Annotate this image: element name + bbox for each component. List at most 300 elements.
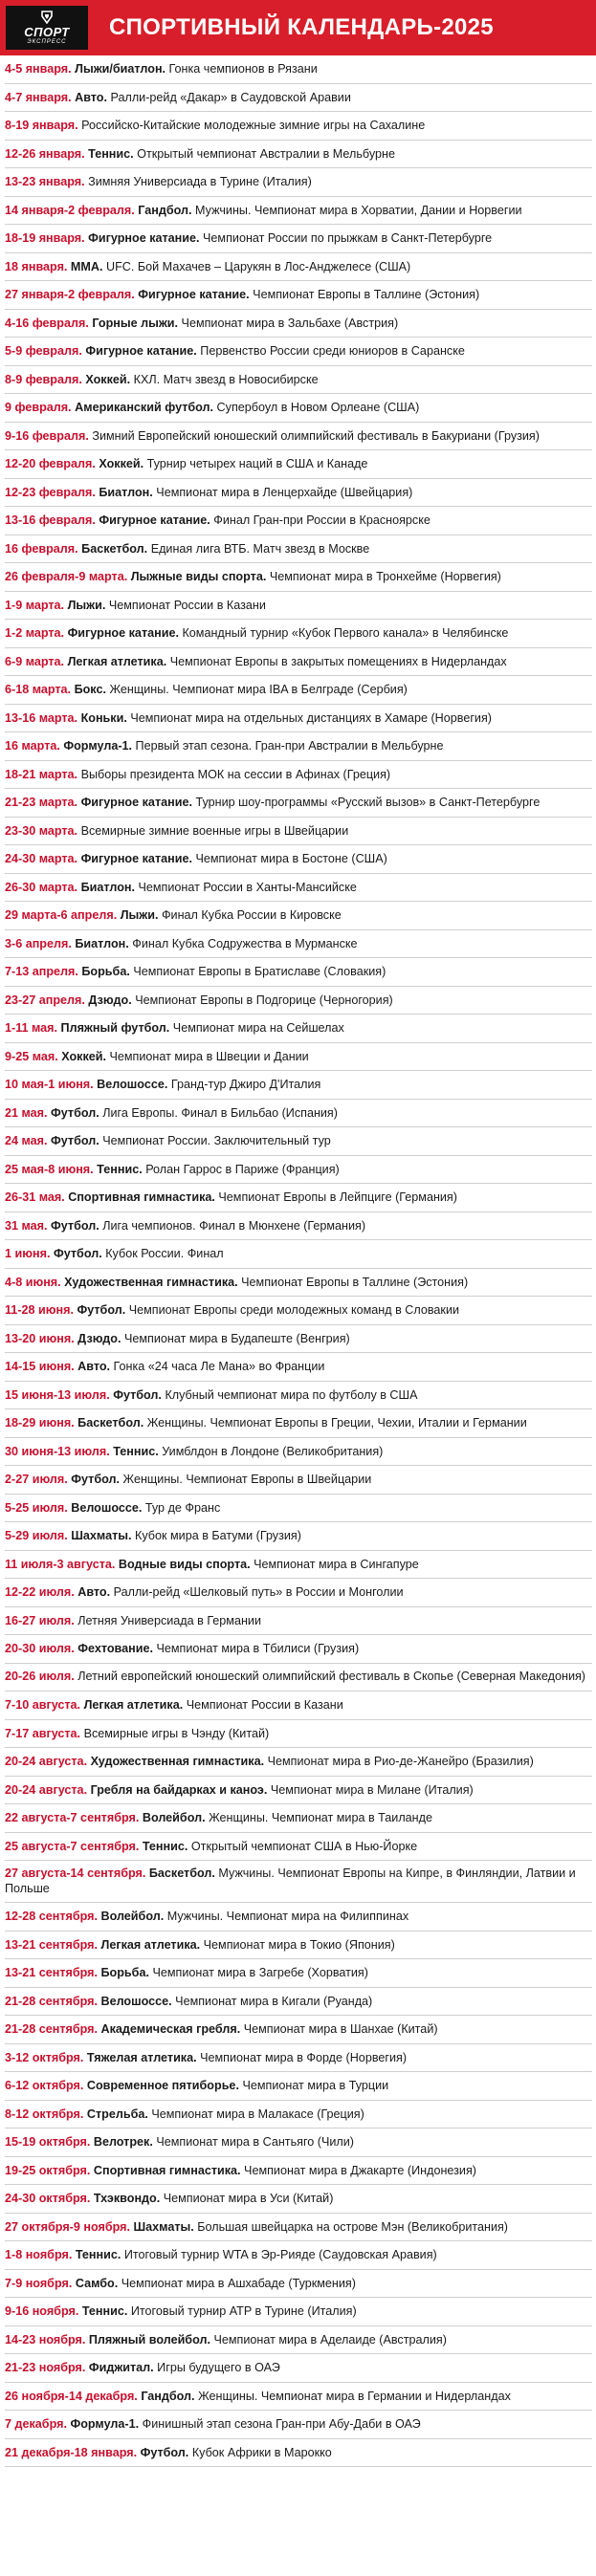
event-description: Гонка «24 часа Ле Мана» во Франции bbox=[113, 1360, 325, 1373]
event-row bbox=[5, 281, 592, 310]
event-date: 4-16 февраля. bbox=[5, 316, 89, 330]
event-sport: Футбол. bbox=[51, 1218, 99, 1233]
event-row bbox=[5, 1382, 592, 1410]
event-sport: Футбол. bbox=[51, 1134, 99, 1147]
event-sport: Гандбол. bbox=[138, 203, 192, 217]
event-row bbox=[5, 112, 592, 141]
event-description: Чемпионат мира в Турции bbox=[242, 2079, 389, 2092]
event-date: 24-30 марта. bbox=[5, 852, 78, 865]
event-row bbox=[5, 2101, 592, 2129]
event-row bbox=[5, 394, 592, 423]
event-date: 12-28 сентября. bbox=[5, 1910, 98, 1923]
event-date: 11-28 июня. bbox=[5, 1303, 74, 1317]
event-description: Лига чемпионов. Финал в Мюнхене (Германия) bbox=[102, 1218, 366, 1233]
event-sport: Гандбол. bbox=[141, 2389, 195, 2403]
event-description: Зимняя Универсиада в Турине (Италия) bbox=[88, 175, 312, 188]
event-description: Чемпионат мира в Загребе (Хорватия) bbox=[152, 1966, 368, 1979]
event-description: Турнир шоу-программы «Русский вызов» в Санкт-Петербурге bbox=[195, 796, 541, 809]
event-row bbox=[5, 2044, 592, 2073]
event-row bbox=[5, 2439, 592, 2468]
event-row bbox=[5, 1932, 592, 1960]
event-description: Зимний Европейский юношеский олимпийский фестиваль в Бакуриани (Грузия) bbox=[92, 428, 540, 443]
event-date: 26-30 марта. bbox=[5, 880, 78, 894]
event-row bbox=[5, 366, 592, 395]
event-row bbox=[5, 1804, 592, 1833]
event-description: Женщины. Чемпионат мира в Таиланде bbox=[209, 1811, 432, 1824]
event-sport: Велошоссе. bbox=[100, 1994, 172, 2008]
event-date: 27 августа-14 сентября. bbox=[5, 1867, 146, 1880]
event-description: Чемпионат Европы в Подгорице (Черногория) bbox=[135, 993, 393, 1007]
event-sport: Стрельба. bbox=[86, 2107, 148, 2121]
event-sport: Фигурное катание. bbox=[67, 626, 179, 640]
event-sport: Авто. bbox=[77, 1585, 111, 1599]
event-date: 21 мая. bbox=[5, 1105, 48, 1120]
event-description: Ралли-рейд «Шелковый путь» в России и Монголии bbox=[113, 1585, 404, 1599]
event-row bbox=[5, 1325, 592, 1354]
event-date: 9 февраля. bbox=[5, 401, 72, 414]
event-sport: Борьба. bbox=[81, 965, 130, 978]
event-description: Мужчины. Чемпионат мира на Филиппинах bbox=[166, 1910, 409, 1923]
event-row bbox=[5, 1903, 592, 1932]
event-sport: Баскетбол. bbox=[81, 541, 148, 556]
event-description: Чемпионат мира в Зальбахе (Австрия) bbox=[181, 316, 399, 330]
event-sport: Пляжный футбол. bbox=[60, 1021, 170, 1035]
event-sport: Шахматы. bbox=[71, 1529, 132, 1542]
event-date: 18-29 июня. bbox=[5, 1416, 75, 1430]
event-description: Чемпионат России в Ханты-Мансийске bbox=[138, 880, 357, 894]
event-description: Чемпионат мира в Токио (Япония) bbox=[203, 1937, 395, 1952]
event-sport: Футбол. bbox=[71, 1473, 120, 1486]
event-row bbox=[5, 874, 592, 903]
event-date: 27 октября-9 ноября. bbox=[5, 2219, 131, 2234]
event-description: Чемпионат мира в Бостоне (США) bbox=[195, 852, 387, 865]
event-sport: Теннис. bbox=[88, 146, 134, 161]
event-row bbox=[5, 563, 592, 592]
event-description: Кубок мира в Батуми (Грузия) bbox=[135, 1529, 301, 1542]
event-description: Чемпионат России в Казани bbox=[186, 1698, 343, 1712]
event-row bbox=[5, 310, 592, 338]
event-sport: Легкая атлетика. bbox=[83, 1698, 184, 1712]
event-sport: Биатлон. bbox=[75, 936, 129, 950]
event-description: Женщины. Чемпионат Европы в Швейцарии bbox=[122, 1473, 372, 1486]
event-sport: Футбол. bbox=[53, 1247, 102, 1260]
event-date: 18 января. bbox=[5, 259, 68, 273]
event-row bbox=[5, 2072, 592, 2101]
event-description: Турнир четырех наций в США и Канаде bbox=[146, 457, 368, 470]
event-sport: Теннис. bbox=[75, 2248, 121, 2261]
event-row bbox=[5, 2326, 592, 2355]
event-row bbox=[5, 2214, 592, 2242]
event-sport: Гребля на байдарках и каноэ. bbox=[90, 1782, 268, 1797]
event-date: 18-21 марта. bbox=[5, 767, 78, 781]
event-description: Ролан Гаррос в Париже (Франция) bbox=[145, 1162, 340, 1176]
event-date: 26 ноября-14 декабря. bbox=[5, 2389, 138, 2403]
event-date: 9-16 ноября. bbox=[5, 2304, 79, 2318]
event-description: Итоговый турнир ATP в Турине (Италия) bbox=[130, 2304, 357, 2318]
event-date: 7-17 августа. bbox=[5, 1726, 81, 1740]
event-date: 22 августа-7 сентября. bbox=[5, 1811, 140, 1824]
event-date: 9-16 февраля. bbox=[5, 428, 89, 443]
event-row bbox=[5, 1297, 592, 1325]
event-sport: Авто. bbox=[75, 90, 107, 104]
event-sport: Художественная гимнастика. bbox=[64, 1275, 238, 1289]
event-sport: Хоккей. bbox=[85, 372, 131, 386]
event-sport: Легкая атлетика. bbox=[67, 654, 167, 668]
event-sport: Горные лыжи. bbox=[92, 316, 179, 330]
event-sport: Фигурное катание. bbox=[88, 231, 200, 245]
event-date: 9-25 мая. bbox=[5, 1049, 58, 1063]
event-description: Чемпионат мира в Милане (Италия) bbox=[270, 1782, 474, 1797]
event-date: 13-23 января. bbox=[5, 175, 85, 188]
event-sport: Волейбол. bbox=[142, 1811, 206, 1824]
event-row bbox=[5, 818, 592, 846]
event-row bbox=[5, 1495, 592, 1523]
event-date: 4-8 июня. bbox=[5, 1275, 61, 1289]
event-description: Игры будущего в ОАЭ bbox=[157, 2361, 280, 2374]
event-sport: Коньки. bbox=[80, 710, 127, 725]
event-row bbox=[5, 1959, 592, 1988]
event-sport: Фигурное катание. bbox=[138, 288, 250, 301]
event-date: 14-23 ноября. bbox=[5, 2332, 86, 2347]
event-sport: Футбол. bbox=[140, 2445, 189, 2459]
event-sport: Бокс. bbox=[74, 683, 106, 696]
event-description: Чемпионат Европы в Таллине (Эстония) bbox=[253, 288, 480, 301]
event-sport: Современное пятиборье. bbox=[86, 2079, 239, 2092]
event-date: 15 июня-13 июля. bbox=[5, 1387, 110, 1402]
event-date: 4-7 января. bbox=[5, 90, 72, 104]
event-row bbox=[5, 1692, 592, 1720]
event-row bbox=[5, 1748, 592, 1777]
event-row bbox=[5, 2016, 592, 2044]
event-description: Российско-Китайские молодежные зимние игры на Сахалине bbox=[81, 119, 426, 132]
event-sport: Фигурное катание. bbox=[85, 344, 197, 358]
event-description: Женщины. Чемпионат Европы в Греции, Чехии, Италии и Германии bbox=[146, 1416, 527, 1430]
event-sport: Академическая гребля. bbox=[100, 2022, 241, 2036]
event-description: Чемпионат мира в Ашхабаде (Туркмения) bbox=[121, 2276, 356, 2290]
event-date: 14-15 июня. bbox=[5, 1360, 75, 1373]
event-description: Всемирные игры в Чэнду (Китай) bbox=[83, 1726, 270, 1740]
event-sport: Лыжи/биатлон. bbox=[75, 62, 166, 76]
event-description: Чемпионат мира в Аделаиде (Австралия) bbox=[213, 2332, 447, 2347]
event-description: Чемпионат мира в Уси (Китай) bbox=[163, 2192, 334, 2205]
event-description: Единая лига ВТБ. Матч звезд в Москве bbox=[150, 541, 370, 556]
event-row bbox=[5, 1579, 592, 1607]
event-description: Мужчины. Чемпионат мира в Хорватии, Дании и Норвегии bbox=[195, 203, 522, 217]
event-sport: Фигурное катание. bbox=[80, 796, 192, 809]
event-sport: Спортивная гимнастика. bbox=[68, 1190, 215, 1204]
event-description: Чемпионат мира в Шанхае (Китай) bbox=[243, 2022, 438, 2036]
event-row bbox=[5, 1551, 592, 1580]
event-date: 15-19 октября. bbox=[5, 2135, 91, 2149]
event-description: Чемпионат Европы в Лейпциге (Германия) bbox=[218, 1190, 457, 1204]
event-description: Чемпионат мира на Сейшелах bbox=[172, 1021, 344, 1035]
event-sport: Формула-1. bbox=[70, 2417, 140, 2431]
event-sport: Лыжные виды спорта. bbox=[130, 570, 267, 583]
event-date: 26 февраля-9 марта. bbox=[5, 570, 128, 583]
event-description: Чемпионат мира в Тронхейме (Норвегия) bbox=[269, 570, 501, 583]
event-description: Чемпионат мира в Будапеште (Венгрия) bbox=[124, 1331, 350, 1345]
event-row bbox=[5, 958, 592, 987]
event-description: Чемпионат мира в Тбилиси (Грузия) bbox=[156, 1642, 360, 1655]
event-date: 5-29 июля. bbox=[5, 1529, 68, 1542]
event-date: 13-16 марта. bbox=[5, 710, 78, 725]
event-date: 3-6 апреля. bbox=[5, 936, 72, 950]
event-row bbox=[5, 592, 592, 621]
event-sport: Баскетбол. bbox=[148, 1867, 215, 1880]
event-row bbox=[5, 479, 592, 508]
event-sport: Фиджитал. bbox=[88, 2361, 154, 2374]
event-description: Лига Европы. Финал в Бильбао (Испания) bbox=[102, 1105, 338, 1120]
event-row bbox=[5, 338, 592, 366]
event-date: 6-12 октября. bbox=[5, 2079, 84, 2092]
event-date: 10 мая-1 июня. bbox=[5, 1078, 94, 1091]
event-description: Чемпионат России. Заключительный тур bbox=[102, 1134, 331, 1147]
event-description: Чемпионат Европы в закрытых помещениях в Нидерландах bbox=[169, 654, 507, 668]
event-row bbox=[5, 1988, 592, 2017]
event-description: Чемпионат мира в Сантьяго (Чили) bbox=[156, 2135, 354, 2149]
event-date: 18-19 января. bbox=[5, 231, 85, 245]
event-row bbox=[5, 1071, 592, 1100]
event-row bbox=[5, 535, 592, 564]
event-date: 1 июня. bbox=[5, 1247, 51, 1260]
event-date: 21-28 сентября. bbox=[5, 2022, 98, 2036]
event-description: Клубный чемпионат мира по футболу в США bbox=[165, 1387, 418, 1402]
event-date: 13-21 сентября. bbox=[5, 1937, 98, 1952]
event-date: 20-24 августа. bbox=[5, 1755, 88, 1768]
event-date: 21 декабря-18 января. bbox=[5, 2445, 138, 2459]
event-date: 20-26 июля. bbox=[5, 1669, 75, 1683]
event-sport: Пляжный волейбол. bbox=[88, 2332, 210, 2347]
event-description: Чемпионат Европы среди молодежных команд в Словакии bbox=[128, 1303, 460, 1317]
event-row bbox=[5, 55, 592, 84]
event-date: 12-23 февраля. bbox=[5, 485, 96, 499]
sport-express-logo-icon bbox=[40, 11, 54, 24]
event-sport: Дзюдо. bbox=[77, 1331, 121, 1345]
event-description: Ралли-рейд «Дакар» в Саудовской Аравии bbox=[110, 90, 351, 104]
event-row bbox=[5, 1664, 592, 1692]
event-description: КХЛ. Матч звезд в Новосибирске bbox=[133, 372, 319, 386]
event-row bbox=[5, 2298, 592, 2326]
event-description: Кубок Африки в Марокко bbox=[191, 2445, 332, 2459]
event-description: Гонка чемпионов в Рязани bbox=[168, 62, 318, 76]
event-date: 21-23 марта. bbox=[5, 796, 78, 809]
event-date: 16-27 июля. bbox=[5, 1613, 75, 1627]
event-description: Летний европейский юношеский олимпийский фестиваль в Скопье (Северная Македония) bbox=[77, 1669, 585, 1683]
event-description: Кубок России. Финал bbox=[105, 1247, 224, 1260]
event-row bbox=[5, 1438, 592, 1467]
event-row bbox=[5, 2241, 592, 2270]
event-sport: Лыжи. bbox=[120, 908, 159, 922]
event-description: Большая швейцарка на острове Мэн (Великобритания) bbox=[197, 2219, 508, 2234]
event-row bbox=[5, 2411, 592, 2439]
event-row bbox=[5, 902, 592, 930]
event-date: 20-24 августа. bbox=[5, 1782, 88, 1797]
event-row bbox=[5, 1466, 592, 1495]
event-date: 21-28 сентября. bbox=[5, 1994, 98, 2008]
event-description: Чемпионат мира в Малакасе (Греция) bbox=[151, 2107, 364, 2121]
event-description: Тур де Франс bbox=[144, 1500, 221, 1515]
event-sport: Футбол. bbox=[51, 1105, 99, 1120]
event-row bbox=[5, 141, 592, 169]
event-sport: Водные виды спорта. bbox=[118, 1557, 251, 1571]
event-date: 29 марта-6 апреля. bbox=[5, 908, 118, 922]
event-date: 12-20 февраля. bbox=[5, 457, 96, 470]
event-sport: Велошоссе. bbox=[97, 1078, 168, 1091]
event-date: 13-16 февраля. bbox=[5, 513, 96, 527]
event-sport: Биатлон. bbox=[80, 880, 135, 894]
event-description: Чемпионат мира в Сингапуре bbox=[254, 1557, 419, 1571]
event-date: 23-27 апреля. bbox=[5, 993, 85, 1007]
event-row bbox=[5, 84, 592, 113]
event-sport: Дзюдо. bbox=[88, 993, 132, 1007]
event-row bbox=[5, 620, 592, 648]
event-row bbox=[5, 1353, 592, 1382]
event-row bbox=[5, 789, 592, 818]
event-date: 11 июля-3 августа. bbox=[5, 1557, 116, 1571]
event-row bbox=[5, 1156, 592, 1185]
event-description: Выборы президента МОК на сессии в Афинах (Греция) bbox=[80, 767, 391, 781]
event-row bbox=[5, 1522, 592, 1551]
event-date: 31 мая. bbox=[5, 1218, 48, 1233]
event-description: Финал Гран-при России в Красноярске bbox=[213, 513, 430, 527]
event-description: Чемпионат мира в Рио-де-Жанейро (Бразилия) bbox=[267, 1755, 534, 1768]
event-sport: Хоккей. bbox=[61, 1049, 106, 1063]
event-description: Летняя Универсиада в Германии bbox=[77, 1613, 261, 1627]
event-list bbox=[0, 55, 596, 2467]
event-sport: Баскетбол. bbox=[77, 1416, 144, 1430]
event-row bbox=[5, 1635, 592, 1664]
logo-text-line2: ЭКСПРЕСС bbox=[27, 38, 67, 45]
event-row bbox=[5, 450, 592, 479]
event-sport: Формула-1. bbox=[63, 739, 133, 753]
event-description: Женщины. Чемпионат мира в Германии и Нидерландах bbox=[198, 2389, 511, 2403]
event-row bbox=[5, 705, 592, 733]
event-date: 25 августа-7 сентября. bbox=[5, 1839, 140, 1853]
event-row bbox=[5, 732, 592, 761]
event-sport: Самбо. bbox=[75, 2276, 119, 2290]
event-description: Финал Кубка Содружества в Мурманске bbox=[132, 936, 358, 950]
event-date: 16 марта. bbox=[5, 739, 60, 753]
event-description: Чемпионат мира в Швеции и Дании bbox=[109, 1049, 309, 1063]
event-row bbox=[5, 423, 592, 451]
event-row bbox=[5, 2128, 592, 2157]
event-description: Чемпионат Европы в Братиславе (Словакия) bbox=[133, 965, 386, 978]
event-description: Мужчины. Чемпионат Европы на Кипре, в Финляндии, Латвии и Польше bbox=[5, 1867, 576, 1895]
event-row bbox=[5, 1777, 592, 1805]
event-date: 8-12 октября. bbox=[5, 2107, 84, 2121]
event-date: 24 мая. bbox=[5, 1134, 48, 1147]
event-row bbox=[5, 676, 592, 705]
event-row bbox=[5, 1833, 592, 1862]
event-date: 1-11 мая. bbox=[5, 1021, 58, 1035]
event-description: Финал Кубка России в Кировске bbox=[161, 908, 342, 922]
event-date: 7-10 августа. bbox=[5, 1698, 81, 1712]
event-date: 5-9 февраля. bbox=[5, 344, 82, 358]
event-date: 27 января-2 февраля. bbox=[5, 288, 135, 301]
event-date: 6-9 марта. bbox=[5, 654, 65, 668]
event-sport: Волейбол. bbox=[100, 1910, 165, 1923]
event-sport: Лыжи. bbox=[67, 598, 106, 612]
event-date: 12-22 июля. bbox=[5, 1585, 75, 1599]
event-description: UFC. Бой Махачев – Царукян в Лос-Анджелесе (США) bbox=[106, 259, 411, 273]
event-row bbox=[5, 648, 592, 677]
event-row bbox=[5, 1720, 592, 1749]
event-description: Уимблдон в Лондоне (Великобритания) bbox=[162, 1444, 384, 1458]
event-description: Женщины. Чемпионат мира IBA в Белграде (Сербия) bbox=[109, 683, 408, 696]
event-date: 8-19 января. bbox=[5, 119, 78, 132]
event-sport: Фигурное катание. bbox=[80, 852, 192, 865]
brand-logo bbox=[6, 6, 88, 50]
event-row bbox=[5, 1043, 592, 1072]
event-sport: Борьба. bbox=[100, 1966, 149, 1979]
event-row bbox=[5, 197, 592, 226]
event-row bbox=[5, 1861, 592, 1903]
event-date: 2-27 июля. bbox=[5, 1473, 68, 1486]
event-sport: ММА. bbox=[70, 259, 103, 273]
event-date: 7-9 ноября. bbox=[5, 2276, 73, 2290]
event-sport: Теннис. bbox=[113, 1444, 159, 1458]
event-date: 8-9 февраля. bbox=[5, 372, 82, 386]
event-row bbox=[5, 2157, 592, 2186]
event-description: Чемпионат России в Казани bbox=[108, 598, 266, 612]
event-sport: Авто. bbox=[77, 1360, 111, 1373]
event-description: Чемпионат мира в Кигали (Руанда) bbox=[175, 1994, 373, 2008]
event-row bbox=[5, 2354, 592, 2383]
event-date: 6-18 марта. bbox=[5, 683, 72, 696]
event-date: 1-2 марта. bbox=[5, 626, 65, 640]
event-sport: Футбол. bbox=[77, 1303, 126, 1317]
event-date: 7-13 апреля. bbox=[5, 965, 78, 978]
event-date: 1-9 марта. bbox=[5, 598, 65, 612]
event-row bbox=[5, 168, 592, 197]
event-date: 13-20 июня. bbox=[5, 1331, 75, 1345]
event-description: Командный турнир «Кубок Первого канала» в Челябинске bbox=[182, 626, 509, 640]
event-row bbox=[5, 1607, 592, 1636]
header bbox=[0, 0, 596, 55]
event-date: 20-30 июля. bbox=[5, 1642, 75, 1655]
event-row bbox=[5, 845, 592, 874]
event-description: Открытый чемпионат США в Нью-Йорке bbox=[190, 1839, 418, 1853]
event-description: Чемпионат России по прыжкам в Санкт-Петербурге bbox=[203, 231, 493, 245]
event-sport: Велошоссе. bbox=[71, 1500, 143, 1515]
logo-text-line1: СПОРТ bbox=[24, 24, 70, 39]
event-description: Чемпионат мира в Джакарте (Индонезия) bbox=[244, 2163, 476, 2177]
event-sport: Теннис. bbox=[81, 2304, 128, 2318]
event-description: Супербоул в Новом Орлеане (США) bbox=[216, 401, 420, 414]
event-date: 30 июня-13 июля. bbox=[5, 1444, 110, 1458]
event-date: 7 декабря. bbox=[5, 2417, 67, 2431]
event-row bbox=[5, 2185, 592, 2214]
event-date: 13-21 сентября. bbox=[5, 1966, 98, 1979]
event-row bbox=[5, 2383, 592, 2412]
event-sport: Тхэквондо. bbox=[93, 2192, 161, 2205]
event-row bbox=[5, 987, 592, 1015]
event-description: Чемпионат мира в Ленцерхайде (Швейцария) bbox=[156, 485, 413, 499]
event-row bbox=[5, 1100, 592, 1128]
event-date: 21-23 ноября. bbox=[5, 2361, 86, 2374]
page-title: СПОРТИВНЫЙ КАЛЕНДАРЬ-2025 bbox=[109, 14, 494, 40]
event-sport: Легкая атлетика. bbox=[100, 1937, 201, 1952]
event-sport: Велотрек. bbox=[93, 2135, 153, 2149]
event-description: Первый этап сезона. Гран-при Австралии в Мельбурне bbox=[135, 739, 444, 753]
event-row bbox=[5, 2270, 592, 2299]
event-sport: Фигурное катание. bbox=[99, 513, 210, 527]
event-row bbox=[5, 1409, 592, 1438]
event-date: 5-25 июля. bbox=[5, 1500, 68, 1515]
event-sport: Биатлон. bbox=[99, 485, 153, 499]
event-row bbox=[5, 1127, 592, 1156]
event-sport: Спортивная гимнастика. bbox=[93, 2163, 241, 2177]
